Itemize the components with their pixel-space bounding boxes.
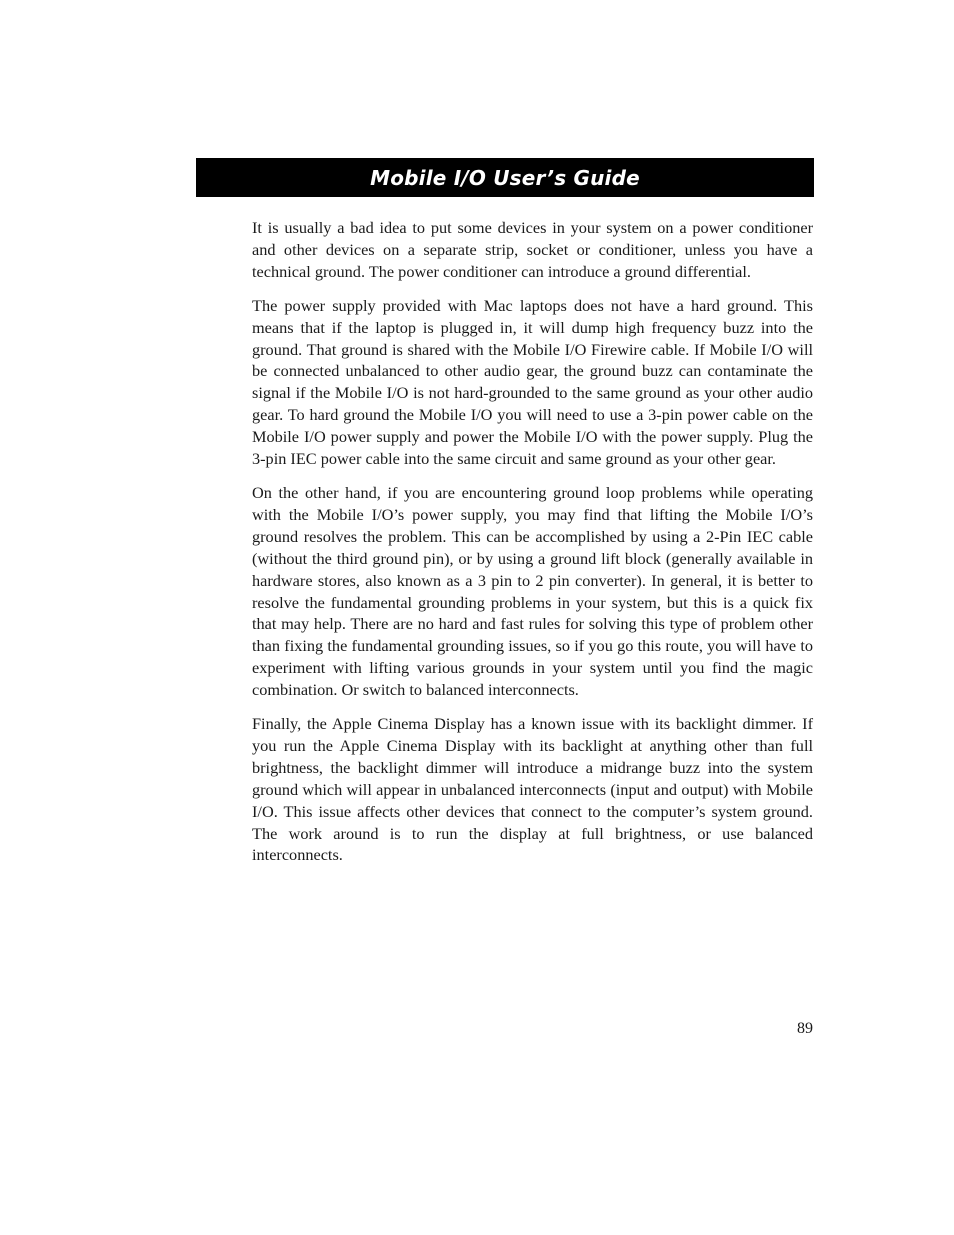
paragraph-laptop-power-supply: The power supply provided with Mac laptops does not have a hard ground. This means that if the laptop is plugged in, it will dump high frequency buzz into the ground. That ground is shared with the Mobile I/O Firewire cable. If Mobile I/O will be connected unbalanced to other audio gear, the ground buzz can contaminate the signal if the Mobile I/O is not hard-grounded to the same ground as your other audio gear. To hard ground the Mobile I/O you will need to use a 3-pin power cable on the Mobile I/O power supply and power the Mobile I/O with the power supply. Plug the 3-pin IEC power cable into the same circuit and same ground as your other gear. [252,295,813,469]
paragraph-power-conditioner: It is usually a bad idea to put some devices in your system on a power conditioner and other devices on a separate strip, socket or conditioner, unless you have a technical ground. The power conditioner can introduce a ground differential. [252,218,813,281]
page-number: 89 [797,1020,813,1037]
page-title: Mobile I/O User’s Guide [370,165,640,190]
paragraph-cinema-display: Finally, the Apple Cinema Display has a known issue with its backlight dimmer. If you run the Apple Cinema Display with its backlight at anything other than full brightness, the backlight dimmer will introduce a midrange buzz into the system ground which will appear in unbalanced interconnects (input and output) with Mobile I/O. This issue affects other devices that connect to the computer’s system ground. The work around is to run the display at full brightness, or use balanced interconnects. [252,714,813,865]
header-bar [196,158,814,197]
paragraph-ground-loop: On the other hand, if you are encountering ground loop problems while operating with the Mobile I/O’s power supply, you may find that lifting the Mobile I/O’s ground resolves the problem. This can be accomplished by using a 2-Pin IEC cable (without the third ground pin), or by using a ground lift block (generally available in hardware stores, also known as a 3 pin to 2 pin converter). In general, it is better to resolve the fundamental grounding problems in your system, but this is a quick fix that may help. There are no hard and fast rules for solving this type of problem other than fixing the fundamental grounding issues, so if you go this route, you will have to experiment with lifting various grounds in your system until you find the magic combination. Or switch to balanced interconnects. [252,482,813,700]
body-text [252,217,813,878]
